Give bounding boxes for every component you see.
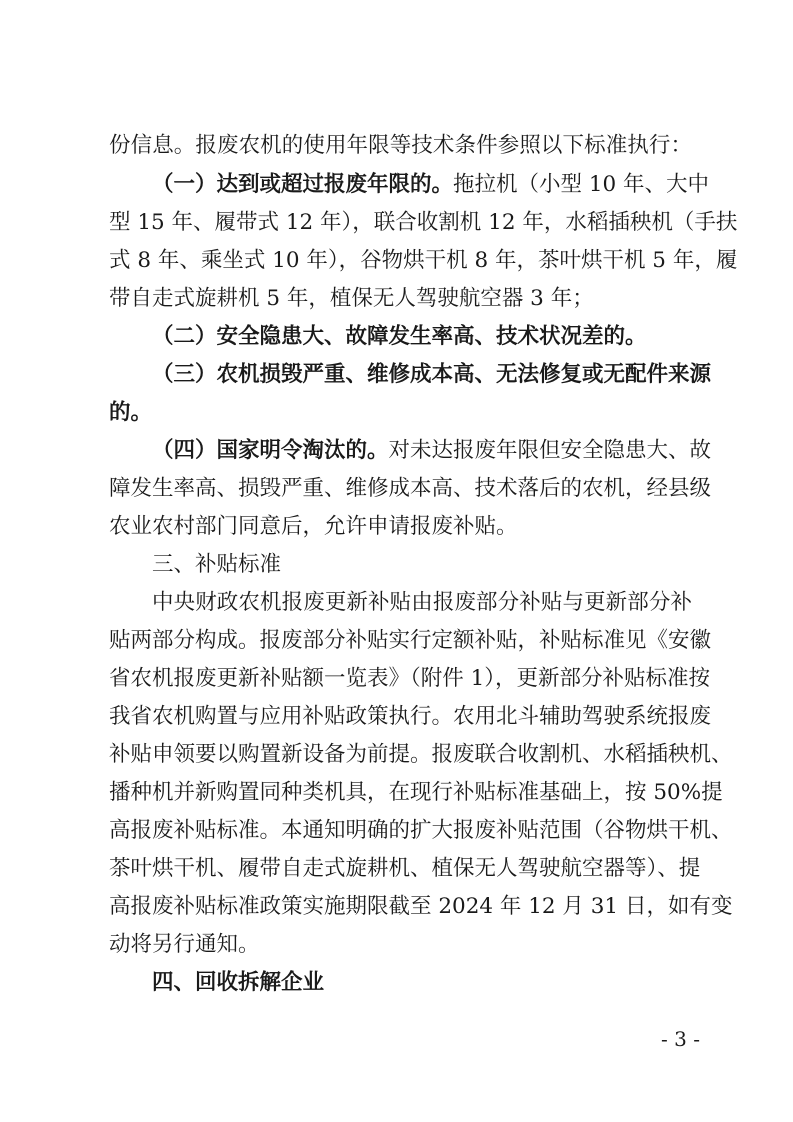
text-run: 份信息。报废农机的使用年限等技术条件参照以下标准执行：: [109, 133, 692, 158]
section-heading-text: 四、回收拆解企业: [152, 970, 325, 995]
text-run: 对未达报废年限但安全隐患大、故: [388, 438, 712, 463]
text-line: [109, 735, 733, 775]
text-run: 式 8 年、乘坐式 10 年），谷物烘干机 8 年，茶叶烘干机 5 年，履: [109, 248, 738, 273]
text-run: 障发生率高、损毁严重、维修成本高、技术落后的农机，经县级: [109, 476, 712, 501]
section-heading-text: 三、补贴标准: [152, 552, 282, 577]
page-number: - 3 -: [661, 1027, 700, 1051]
section-heading: [152, 545, 692, 585]
text-run: 中央财政农机报废更新补贴由报废部分补贴与更新部分补: [152, 590, 692, 615]
text-line: [109, 659, 711, 699]
text-line: [109, 279, 692, 319]
text-line: [109, 811, 733, 851]
text-run: 茶叶烘干机、履带自走式旋耕机、植保无人驾驶航空器等）、提: [109, 856, 701, 881]
text-line: [109, 621, 712, 661]
text-run: 播种机并新购置同种类机具，在现行补贴标准基础上，按 50%提: [109, 780, 723, 805]
text-line: [109, 773, 723, 813]
text-run: 补贴申领要以购置新设备为前提。报废联合收割机、水稻插秧机、: [109, 742, 733, 767]
text-run: 拖拉机（小型 10 年、大中: [453, 172, 710, 197]
text-line: [152, 355, 712, 395]
text-line: [109, 203, 738, 243]
text-run: 农业农村部门同意后，允许申请报废补贴。: [109, 514, 518, 539]
text-line: [109, 887, 733, 927]
text-line: [152, 317, 692, 357]
text-line: [109, 925, 692, 965]
text-run: 贴两部分构成。报废部分补贴实行定额补贴，补贴标准见《安徽: [109, 628, 712, 653]
text-line: [109, 241, 738, 281]
text-line: [109, 507, 692, 547]
text-run: 我省农机购置与应用补贴政策执行。农用北斗辅助驾驶系统报废: [109, 704, 712, 729]
text-run: 省农机报废更新补贴额一览表》（附件 1），更新部分补贴标准按: [109, 666, 711, 691]
text-line: [109, 469, 712, 509]
item-heading: （四）国家明令淘汰的。: [152, 438, 389, 463]
text-line: [109, 849, 701, 889]
text-line: [109, 697, 712, 737]
text-run: 高报废补贴标准。本通知明确的扩大报废补贴范围（谷物烘干机、: [109, 818, 733, 843]
item-heading: （二）安全隐患大、故障发生率高、技术状况差的。: [152, 324, 647, 349]
text-run: 型 15 年、履带式 12 年），联合收割机 12 年，水稻插秧机（手扶: [109, 210, 738, 235]
text-line: [109, 126, 692, 166]
item-heading: （一）达到或超过报废年限的。: [152, 172, 454, 197]
section-heading: [152, 963, 692, 1003]
text-run: 动将另行通知。: [109, 932, 260, 957]
text-run: 带自走式旋耕机 5 年，植保无人驾驶航空器 3 年；: [109, 286, 594, 311]
text-line: [152, 583, 692, 623]
text-run: 高报废补贴标准政策实施期限截至 2024 年 12 月 31 日，如有变: [109, 894, 733, 919]
text-line: [152, 431, 712, 471]
item-heading: （三）农机损毁严重、维修成本高、无法修复或无配件来源: [152, 362, 712, 387]
item-heading: 的。: [109, 400, 153, 425]
text-line: [152, 165, 710, 205]
text-line: [109, 393, 692, 433]
